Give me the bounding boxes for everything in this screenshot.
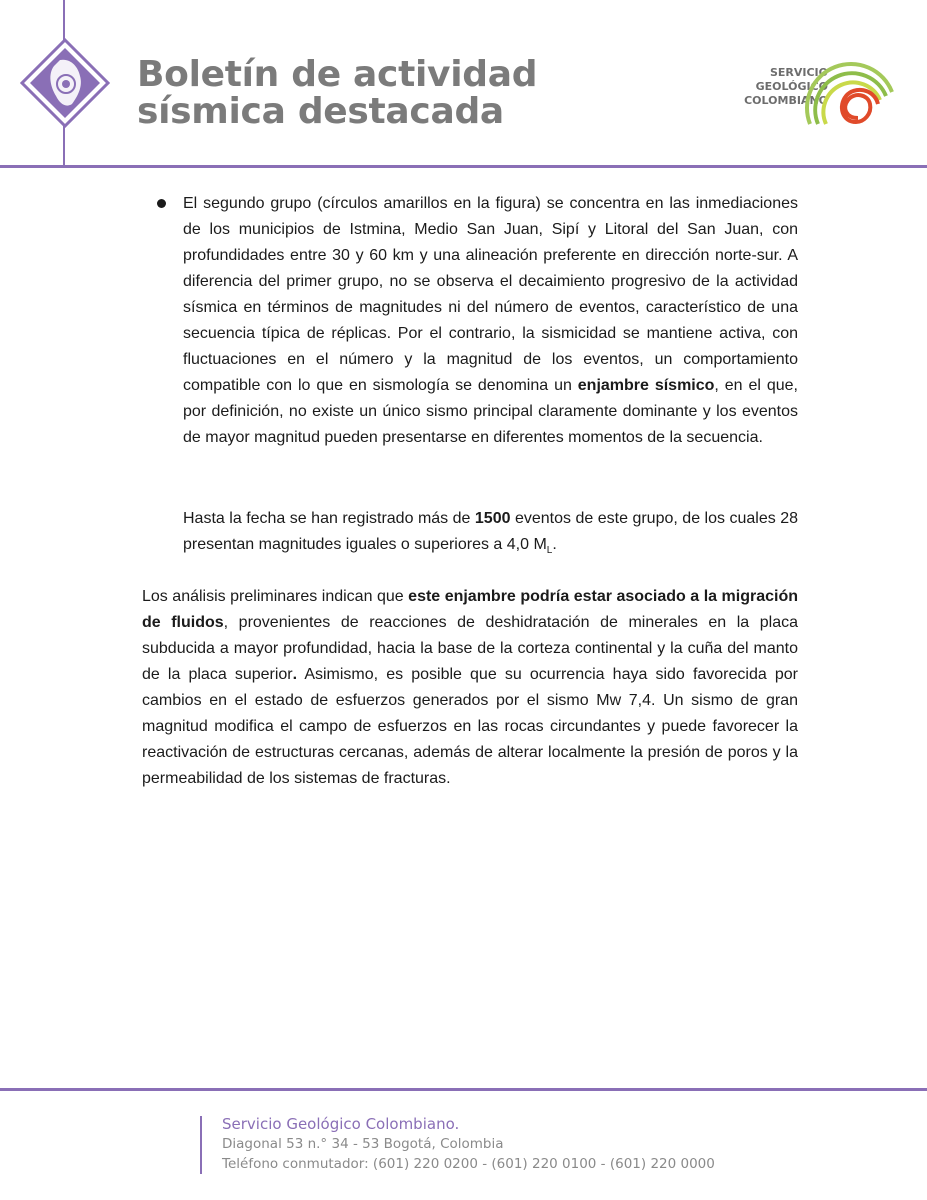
analysis-paragraph — [142, 584, 798, 792]
events-text-2: eventos de este grupo, de los cuales 28 presentan magnitudes iguales o superiores a 4,0 M — [183, 510, 798, 553]
bullet-text-2: , en el que, por definición, no existe un único sismo principal claramente dominante y los eventos de mayor magnitud pueden presentarse en diferentes momentos de la secuencia. — [183, 377, 798, 446]
bullet-paragraph — [183, 191, 798, 451]
footer-accent-bar — [200, 1116, 202, 1174]
page-title — [137, 56, 537, 130]
footer — [222, 1114, 715, 1174]
bulletin-diamond-logo — [20, 38, 110, 128]
page-title-line1: Boletín de actividad — [137, 54, 538, 95]
header-divider — [0, 165, 927, 168]
events-text-3: . — [552, 536, 557, 553]
analysis-text-1: Los análisis preliminares indican que — [142, 588, 409, 605]
footer-divider — [0, 1088, 927, 1091]
footer-phone: Teléfono conmutador: (601) 220 0200 - (601) 220 0100 - (601) 220 0000 — [222, 1156, 715, 1172]
analysis-text-2: , provenientes de reacciones de deshidratación de minerales en la placa subducida a mayor profundidad, hacia la base de la corteza continental y la cuña del manto de la placa superior — [142, 614, 798, 683]
analysis-text-3: Asimismo, es posible que su ocurrencia haya sido favorecida por cambios en el estado de esfuerzos generados por el sismo Mw 7,4. Un sismo de gran magnitud modifica el campo de esfuerzos en las rocas circundantes y puede favorecer la reactivación de estructuras cercanas, además de alterar localmente la presión de poros y la permeabilidad de los sistemas de fracturas. — [142, 666, 798, 787]
page-title-line2: sísmica destacada — [137, 91, 504, 132]
bullet-text-1: El segundo grupo (círculos amarillos en la figura) se concentra en las inmediaciones de los municipios de Istmina, Medio San Juan, Sipí y Litoral del San Juan, con profundidades entre 30 y 60 km y una alineación preferente en dirección norte-sur. A diferencia del primer grupo, no se observa el decaimiento progresivo de la actividad sísmica en términos de magnitudes ni del número de eventos, característico de una secuencia típica de réplicas. Por el contrario, la sismicidad se mantiene activa, con fluctuaciones en el número y la magnitud de los eventos, un comportamiento compatible con lo que en sismología se denomina un — [183, 195, 798, 394]
org-spiral-logo-icon — [802, 52, 894, 126]
bullet-marker — [157, 199, 166, 208]
bullet-bold-term: enjambre sísmico — [577, 377, 715, 394]
footer-address: Diagonal 53 n.° 34 - 53 Bogotá, Colombia — [222, 1136, 504, 1152]
magnitude-subscript: L — [546, 545, 553, 557]
org-logo-line3: COLOMBIANO — [744, 94, 828, 107]
analysis-bold-2: . — [292, 666, 298, 683]
org-logo-line2: GEOLÓGICO — [755, 80, 828, 93]
events-text-1: Hasta la fecha se han registrado más de — [183, 510, 475, 527]
events-count-paragraph — [183, 506, 798, 564]
events-count: 1500 — [474, 510, 511, 527]
analysis-bold-1: este enjambre podría estar asociado a la migración de fluidos — [142, 588, 799, 631]
footer-org-name: Servicio Geológico Colombiano. — [222, 1115, 460, 1133]
org-logo-line1: SERVICIO — [769, 66, 828, 79]
